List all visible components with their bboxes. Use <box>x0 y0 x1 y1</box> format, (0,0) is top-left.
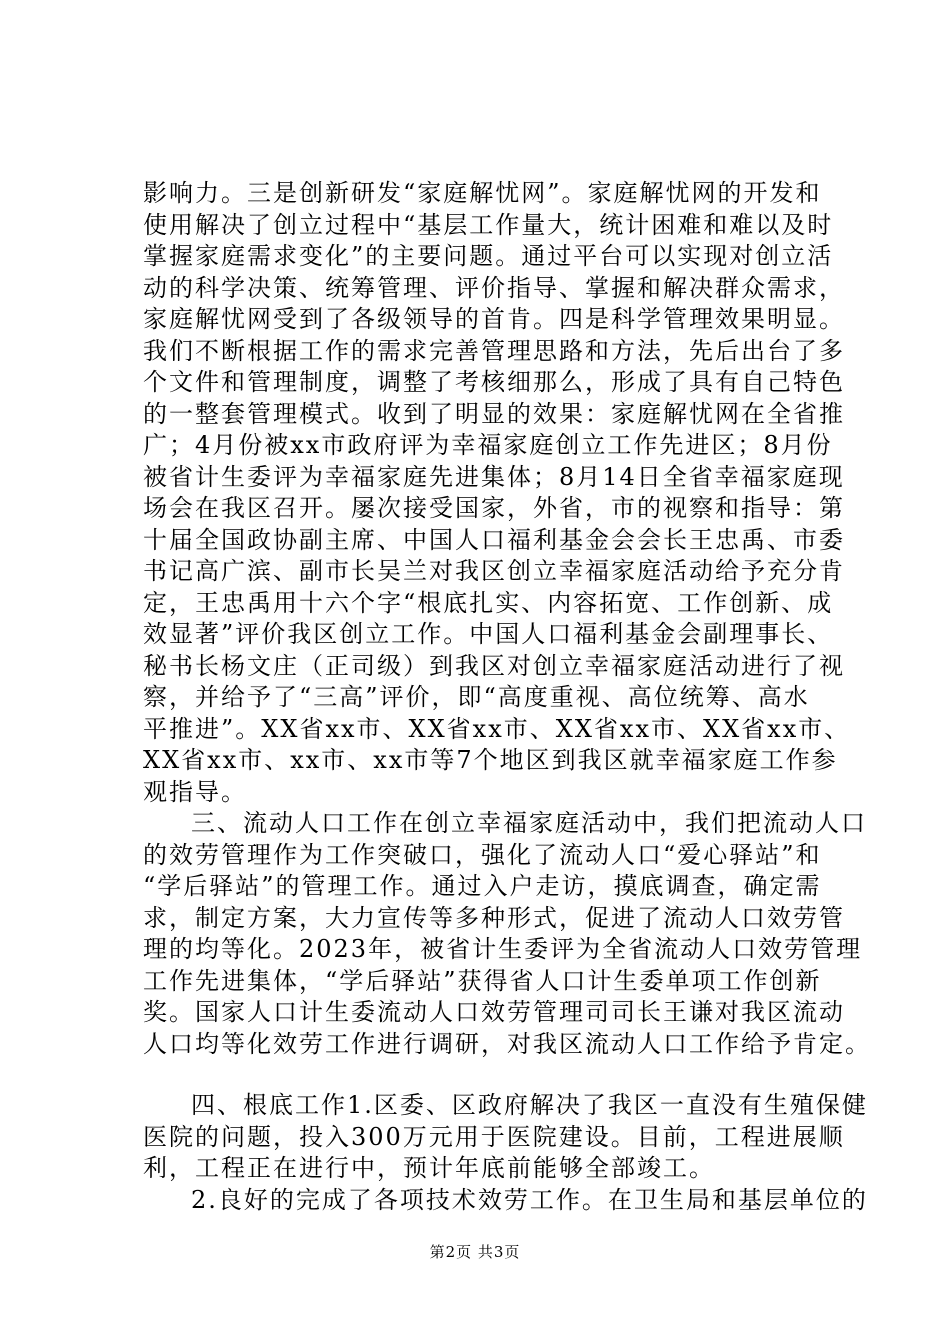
text-line: 影响力。三是创新研发“家庭解忧网”。家庭解忧网的开发和 <box>143 179 822 207</box>
text-line: 的效劳管理作为工作突破口，强化了流动人口“爱心驿站”和 <box>143 840 822 869</box>
text-line: 观指导。 <box>143 777 247 806</box>
text-line: 我们不断根据工作的需求完善管理思路和方法，先后出台了多 <box>143 336 845 365</box>
text-line: 效显著”评价我区创立工作。中国人口福利基金会副理事长、 <box>143 620 834 648</box>
text-line: 十届全国政协副主席、中国人口福利基金会会长王忠禹、市委 <box>143 525 845 554</box>
text-line: 秘书长杨文庄（正司级）到我区对创立幸福家庭活动进行了视 <box>143 651 845 680</box>
text-line: 广；4月份被xx市政府评为幸福家庭创立工作先进区；8月份 <box>143 431 833 459</box>
text-line: 平推进”。XX省xx市、XX省xx市、XX省xx市、XX省xx市、 <box>143 714 851 743</box>
paragraph-start-line: 2.良好的完成了各项技术效劳工作。在卫生局和基层单位的 <box>191 1185 868 1214</box>
text-line: 的一整套管理模式。收到了明显的效果：家庭解忧网在全省推 <box>143 399 845 428</box>
text-line: 察，并给予了“三高”评价，即“高度重视、高位统筹、高水 <box>143 683 810 711</box>
text-line: 使用解决了创立过程中“基层工作量大，统计困难和难以及时 <box>143 210 834 239</box>
text-line: 利，工程正在进行中，预计年底前能够全部竣工。 <box>143 1154 715 1182</box>
text-line: 定，王忠禹用十六个字“根底扎实、内容拓宽、工作创新、成 <box>143 588 834 617</box>
text-line: 奖。国家人口计生委流动人口效劳管理司司长王谦对我区流动 <box>143 998 845 1026</box>
text-line: 掌握家庭需求变化”的主要问题。通过平台可以实现对创立活 <box>143 242 834 270</box>
text-line: 被省计生委评为幸福家庭先进集体；8月14日全省幸福家庭现 <box>143 462 845 491</box>
paragraph-start-line: 三、流动人口工作在创立幸福家庭活动中，我们把流动人口 <box>191 809 867 837</box>
text-line: 人口均等化效劳工作进行调研，对我区流动人口工作给予肯定。 <box>143 1029 871 1058</box>
text-line: 工作先进集体，“学后驿站”获得省人口计生委单项工作创新 <box>143 966 822 995</box>
text-line: 医院的问题，投入300万元用于医院建设。目前，工程进展顺 <box>143 1122 845 1151</box>
text-line: 家庭解忧网受到了各级领导的首肯。四是科学管理效果明显。 <box>143 305 845 333</box>
page-number-footer: 第2页 共3页 <box>429 1243 521 1261</box>
text-line: 场会在我区召开。屡次接受国家，外省，市的视察和指导：第 <box>143 494 845 522</box>
paragraph-gap <box>143 1060 843 1090</box>
text-line: 书记高广滨、副市长吴兰对我区创立幸福家庭活动给予充分肯 <box>143 557 845 585</box>
text-line: 动的科学决策、统筹管理、评价指导、掌握和解决群众需求， <box>143 273 845 302</box>
document-body <box>143 178 871 1216</box>
paragraph-start-line: 四、根底工作1.区委、区政府解决了我区一直没有生殖保健 <box>191 1091 868 1119</box>
text-line: 理的均等化。2023年，被省计生委评为全省流动人口效劳管理 <box>143 935 863 963</box>
text-line: “学后驿站”的管理工作。通过入户走访，摸底调查，确定需 <box>143 872 822 900</box>
text-line: XX省xx市、xx市、xx市等7个地区到我区就幸福家庭工作参 <box>143 746 838 774</box>
text-line: 个文件和管理制度，调整了考核细那么，形成了具有自己特色 <box>143 368 845 396</box>
text-line: 求，制定方案，大力宣传等多种形式，促进了流动人口效劳管 <box>143 903 845 932</box>
